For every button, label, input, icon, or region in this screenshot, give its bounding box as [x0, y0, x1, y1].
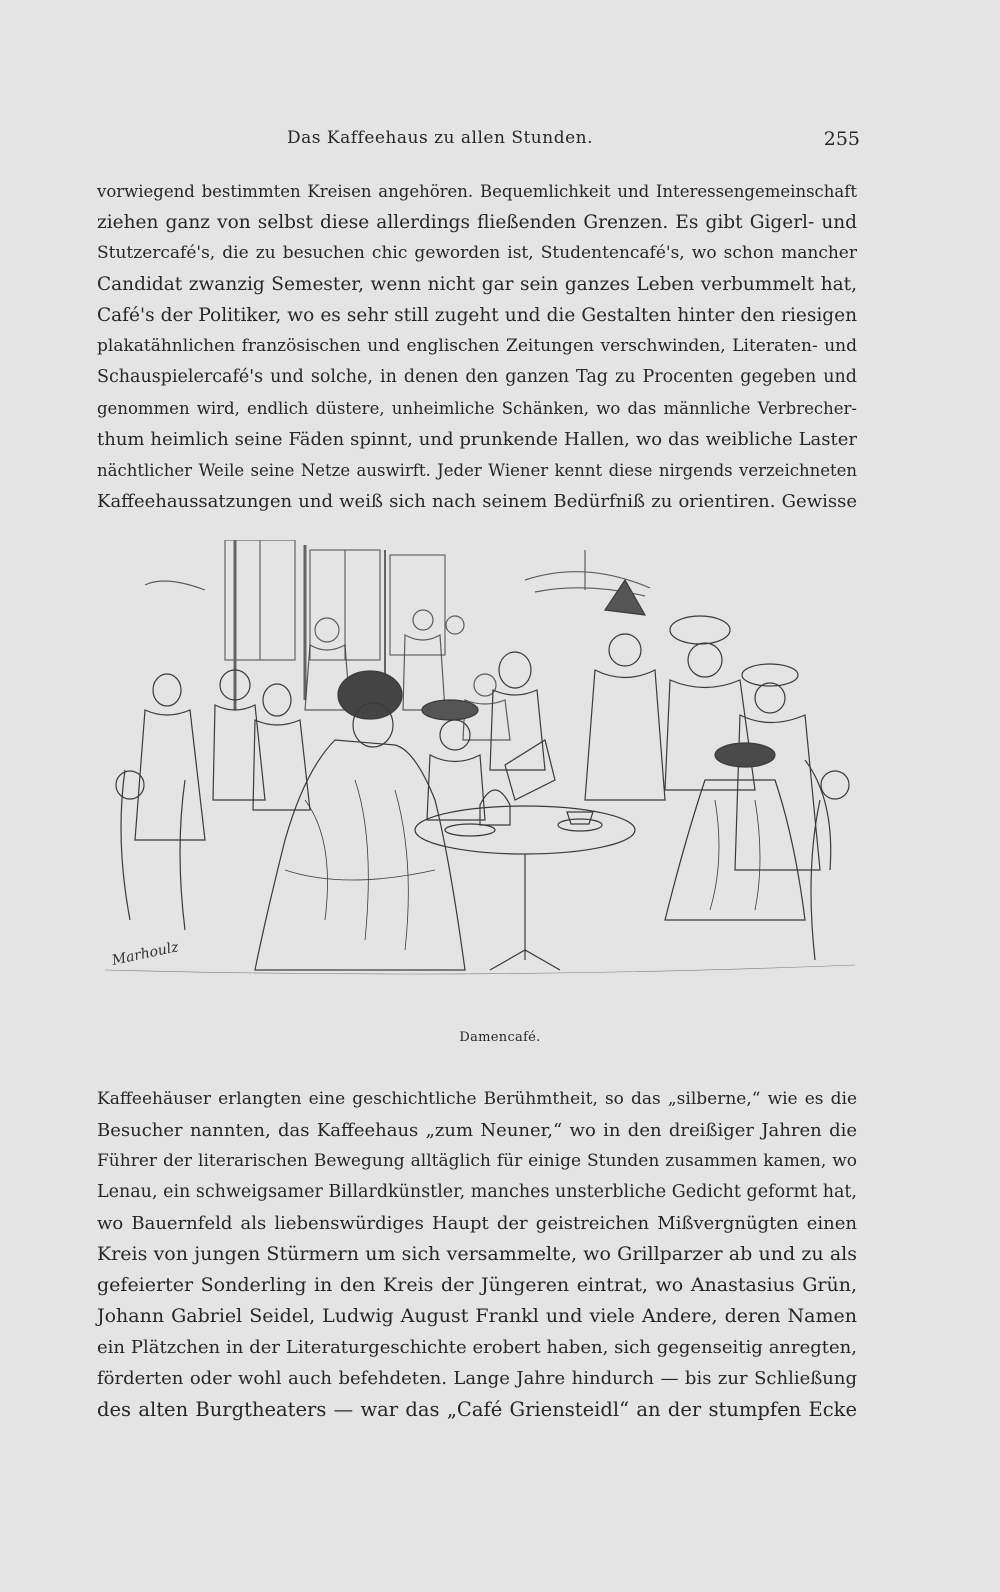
paragraph-bottom — [97, 1084, 857, 1425]
text-line: vorwiegend bestimmten Kreisen angehören. Bequemlichkeit und Interessengemeinschaft — [97, 182, 857, 201]
figure-caption: Damencafé. — [459, 1030, 541, 1045]
chandelier — [145, 550, 650, 596]
text-line: des alten Burgtheaters — war das „Café Griensteidl“ an der stumpfen Ecke — [97, 1398, 857, 1421]
left-seated-women — [116, 670, 310, 930]
text-line: Café's der Politiker, wo es sehr still zugeht und die Gestalten hinter den riesigen — [97, 305, 857, 326]
artist-signature: Marhoulz — [110, 939, 181, 969]
text-line: thum heimlich seine Fäden spinnt, und prunkende Hallen, wo das weibliche Laster — [97, 429, 857, 450]
text-line: Kreis von jungen Stürmern um sich versammelte, wo Grillparzer ab und zu als — [97, 1243, 857, 1265]
text-line: plakatähnlichen französischen und englischen Zeitungen verschwinden, Literaten- und — [97, 336, 857, 356]
background-figures — [305, 610, 510, 740]
text-line: Schauspielercafé's und solche, in denen den ganzen Tag zu Procenten gegeben und — [97, 367, 857, 387]
text-line: ziehen ganz von selbst diese allerdings fließenden Grenzen. Es gibt Gigerl- und — [97, 212, 857, 233]
page-number: 255 — [823, 128, 860, 150]
right-women — [585, 580, 849, 960]
reading-woman — [490, 652, 555, 800]
text-line: Lenau, ein schweigsamer Billardkünstler, manches unsterbliche Gedicht geformt hat, — [97, 1182, 857, 1202]
text-line: ein Plätzchen in der Literaturgeschichte erobert haben, sich gegenseitig anregten, — [97, 1337, 857, 1358]
text-line: Candidat zwanzig Semester, wenn nicht gar sein ganzes Leben verbummelt hat, — [97, 274, 857, 295]
text-line: wo Bauernfeld als liebenswürdiges Haupt der geistreichen Mißvergnügten einen — [97, 1213, 857, 1234]
text-line: Stutzercafé's, die zu besuchen chic geworden ist, Studentencafé's, wo schon mancher — [97, 243, 857, 263]
cafe-table — [415, 790, 635, 970]
text-line: Johann Gabriel Seidel, Ludwig August Frankl und viele Andere, deren Namen — [97, 1305, 857, 1327]
text-line: Führer der literarischen Bewegung alltäglich für einige Stunden zusammen kamen, wo — [97, 1151, 857, 1171]
text-line: Kaffeehäuser erlangten eine geschichtliche Berühmtheit, so das „silberne,“ wie es die — [97, 1089, 857, 1109]
paragraph-top — [97, 176, 857, 517]
text-line: gefeierter Sonderling in den Kreis der Jüngeren eintrat, wo Anastasius Grün, — [97, 1274, 857, 1296]
illustration-damencafe — [105, 540, 855, 990]
text-line: Besucher nannten, das Kaffeehaus „zum Neuner,“ wo in den dreißiger Jahren die — [97, 1120, 857, 1141]
running-head — [100, 128, 860, 158]
cafe-engraving — [105, 540, 855, 990]
text-line: genommen wird, endlich düstere, unheimliche Schänken, wo das männliche Verbrecher- — [97, 399, 857, 418]
text-line: Kaffeehaussatzungen und weiß sich nach seinem Bedürfniß zu orientiren. Gewisse — [97, 491, 857, 512]
text-line: nächtlicher Weile seine Netze auswirft. Jeder Wiener kennt diese nirgends verzeichneten — [97, 461, 857, 480]
running-title: Das Kaffeehaus zu allen Stunden. — [287, 128, 593, 148]
child-figure — [422, 700, 485, 820]
background-windows — [225, 540, 445, 710]
text-line: förderten oder wohl auch befehdeten. Lange Jahre hindurch — bis zur Schließung — [97, 1368, 857, 1389]
